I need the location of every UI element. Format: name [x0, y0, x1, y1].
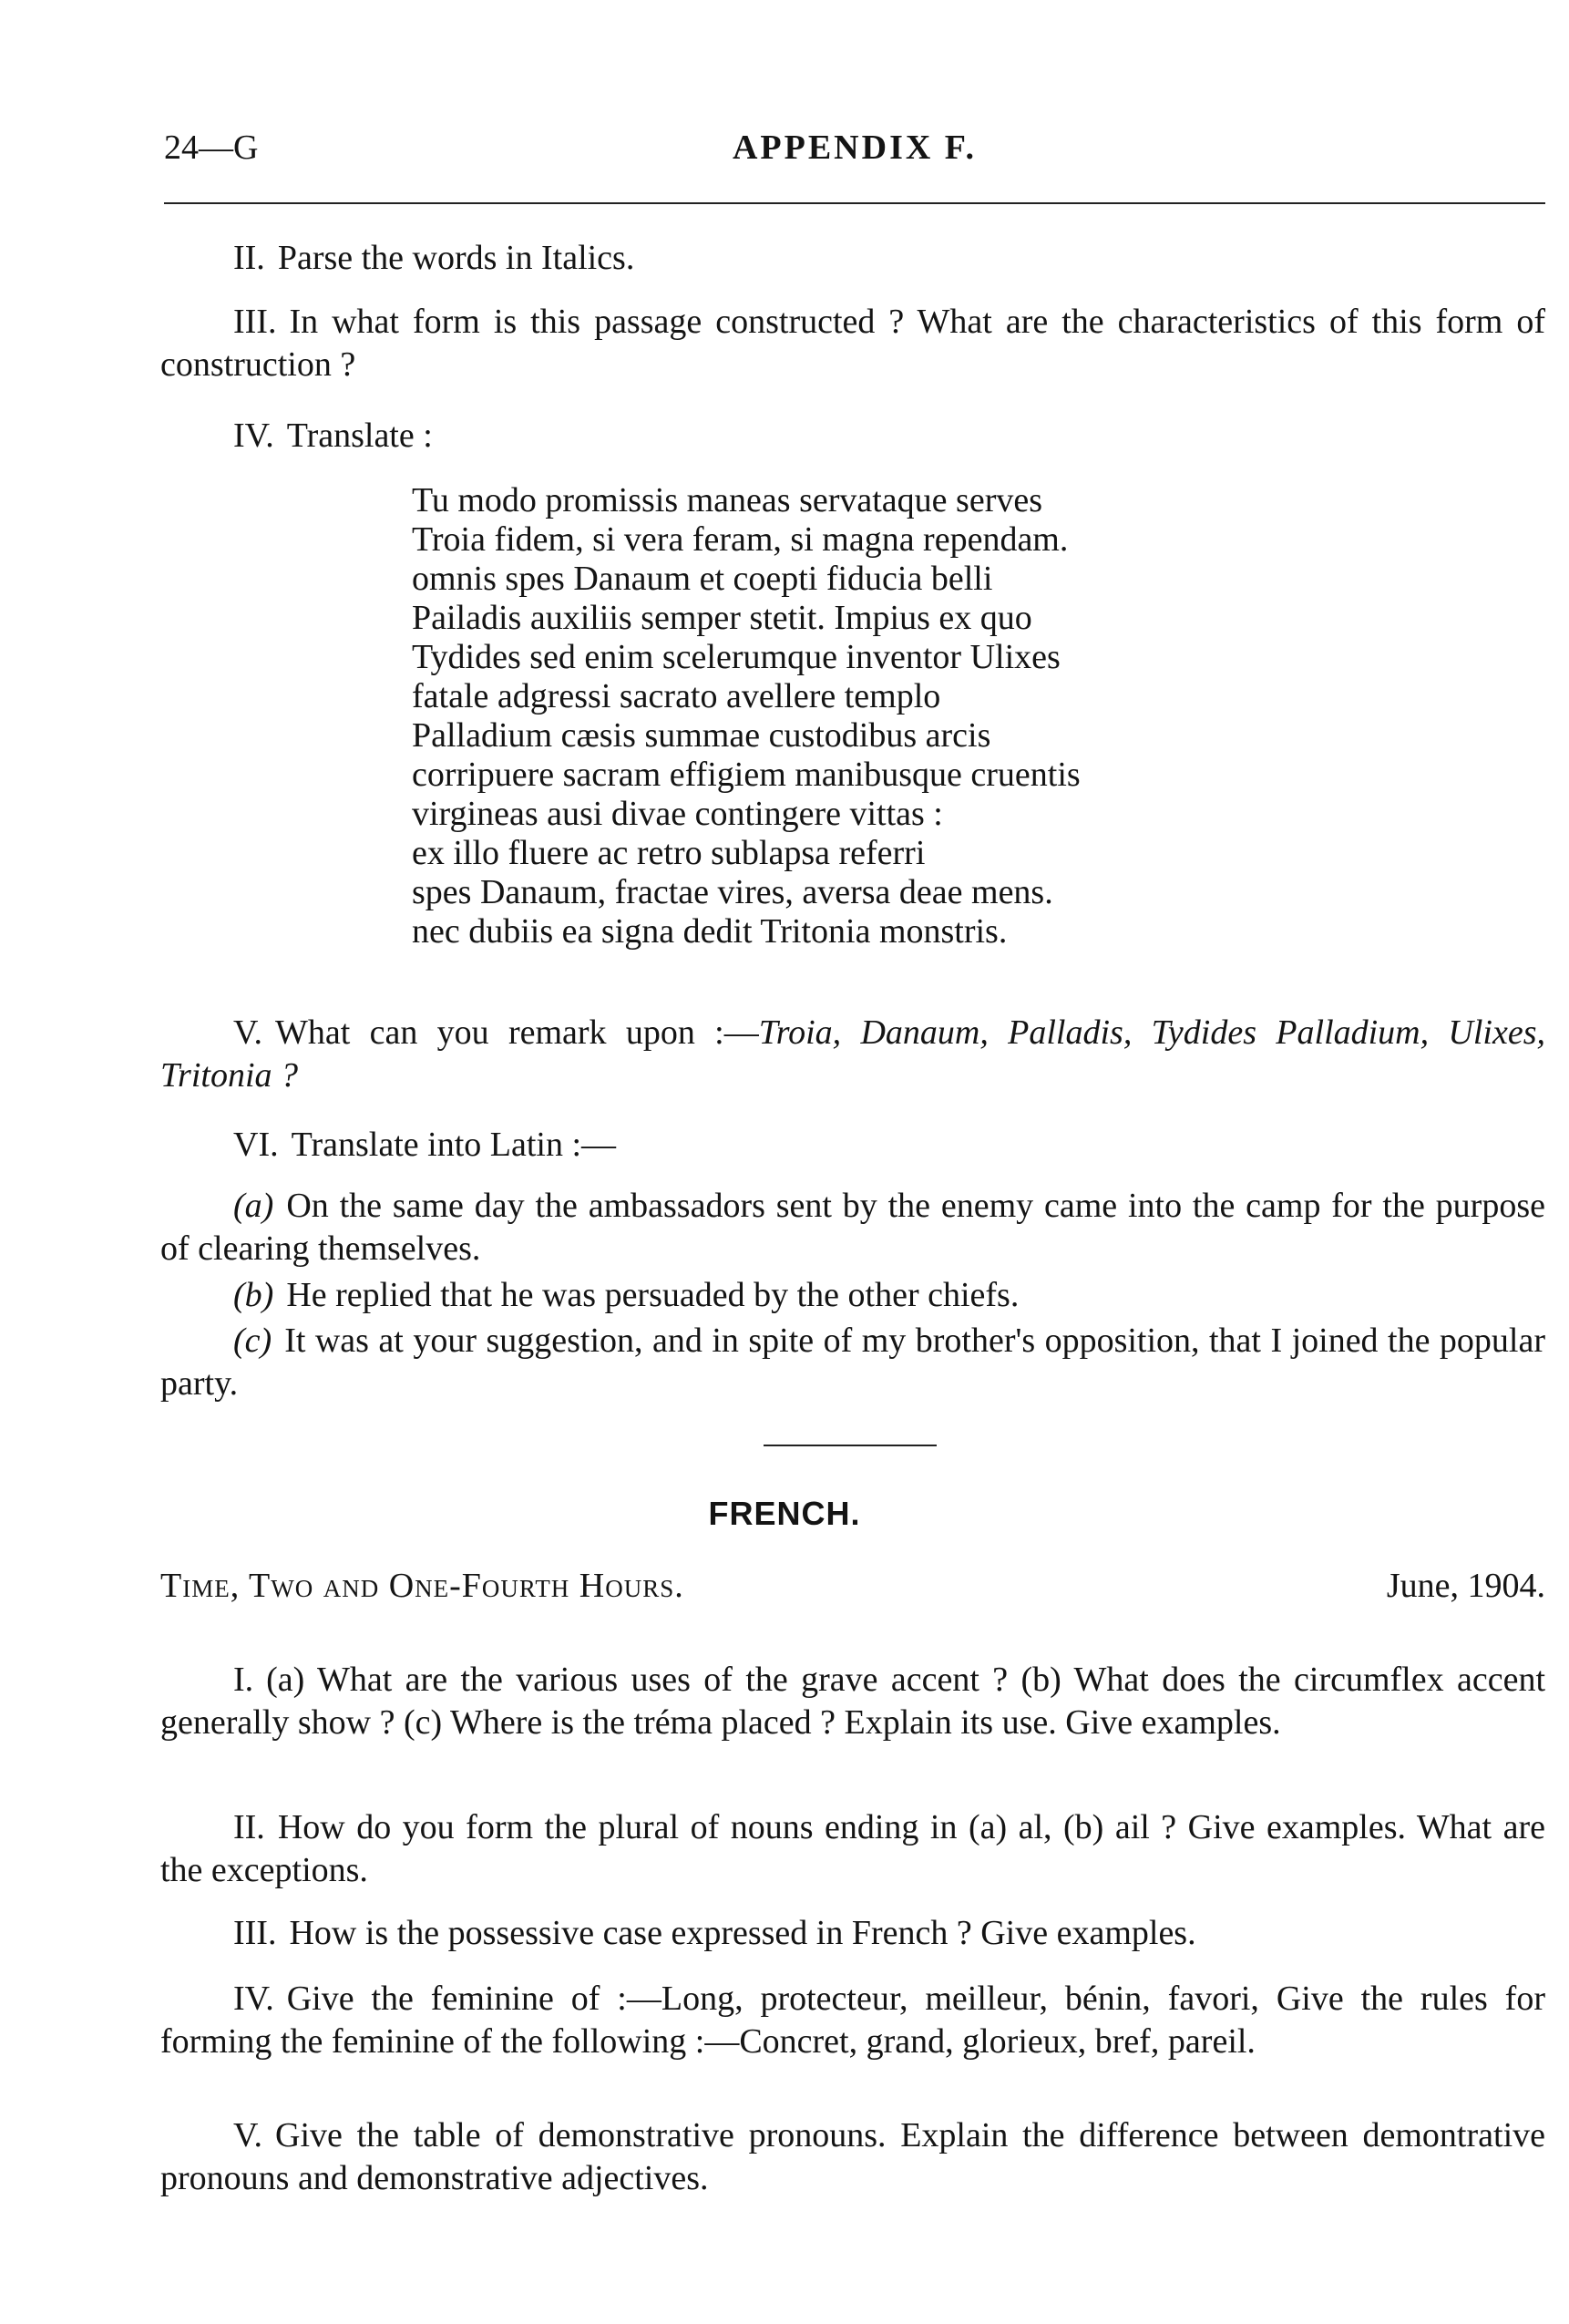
- question-number: V.: [233, 1013, 263, 1052]
- verse-line: omnis spes Danaum et coepti fiducia belli: [412, 560, 993, 598]
- question-number: III.: [233, 303, 277, 341]
- latin-q3: [160, 301, 1545, 386]
- running-head: APPENDIX F.: [732, 129, 978, 167]
- question-text: Translate :: [286, 416, 433, 455]
- french-q4: [160, 1978, 1545, 2063]
- item-label: (a): [233, 1187, 274, 1225]
- page-header: [164, 128, 1545, 182]
- section-divider: [764, 1445, 937, 1446]
- item-text: He replied that he was persuaded by the other chiefs.: [286, 1276, 1020, 1314]
- latin-q6-item-b: [160, 1274, 1545, 1317]
- header-rule: [164, 202, 1545, 204]
- question-number: VI.: [233, 1126, 279, 1164]
- latin-q2: [160, 237, 1545, 280]
- latin-q6-item-c: [160, 1320, 1545, 1405]
- question-text: Give the table of demonstrative pronouns. Explain the difference between demontrative pronouns and demonstrative adjectives.: [160, 2116, 1545, 2197]
- question-text: How do you form the plural of nouns ending in (a) al, (b) ail ? Give examples. What are the exceptions.: [160, 1808, 1545, 1889]
- item-label: (b): [233, 1276, 274, 1314]
- latin-q5: [160, 1012, 1545, 1097]
- question-number: IV.: [233, 1980, 274, 2018]
- verse-line: spes Danaum, fractae vires, aversa deae mens.: [412, 873, 1053, 911]
- latin-verse-passage: [412, 481, 1505, 951]
- question-number: IV.: [233, 416, 274, 455]
- question-text: In what form is this passage constructed ? What are the characteristics of this form of construction ?: [160, 303, 1545, 384]
- question-text: Parse the words in Italics.: [277, 239, 635, 277]
- question-text: How is the possessive case expressed in French ? Give examples.: [289, 1914, 1196, 1952]
- section-title-french: FRENCH.: [708, 1495, 861, 1532]
- french-q1: [160, 1659, 1545, 1744]
- latin-q6-item-a: [160, 1185, 1545, 1270]
- verse-line: Tydides sed enim scelerumque inventor Ulixes: [412, 638, 1061, 676]
- latin-q6: [160, 1124, 1545, 1167]
- verse-line: fatale adgressi sacrato avellere templo: [412, 677, 941, 715]
- question-text: (a) What are the various uses of the grave accent ? (b) What does the circumflex accent generally show ? (c) Where is the tréma placed ? Explain its use. Give examples.: [160, 1661, 1545, 1742]
- question-number: III.: [233, 1914, 277, 1952]
- exam-date: June, 1904.: [1386, 1567, 1545, 1605]
- verse-line: ex illo fluere ac retro sublapsa referri: [412, 834, 926, 872]
- verse-line: Tu modo promissis maneas servataque serves: [412, 481, 1042, 519]
- exam-time-line: [160, 1566, 1545, 1606]
- question-text: Give the feminine of :—Long, protecteur, meilleur, bénin, favori, Give the rules for forming the feminine of the following :—Concret, grand, glorieux, bref, pareil.: [160, 1980, 1545, 2061]
- exam-duration: Time, Two and One-Fourth Hours.: [160, 1567, 684, 1605]
- verse-line: nec dubiis ea signa dedit Tritonia monstris.: [412, 912, 1008, 951]
- french-q5: [160, 2114, 1545, 2200]
- french-q2: [160, 1806, 1545, 1892]
- verse-line: corripuere sacram effigiem manibusque cruentis: [412, 756, 1081, 794]
- verse-line: virgineas ausi divae contingere vittas :: [412, 795, 943, 833]
- question-number: V.: [233, 2116, 263, 2154]
- italic-terms: Troia, Danaum, Palladis, Tydides Palladium, Ulixes, Tritonia ?: [160, 1013, 1545, 1095]
- verse-line: Palladium cæsis summae custodibus arcis: [412, 716, 991, 755]
- question-text: Translate into Latin :—: [291, 1126, 617, 1164]
- french-q3: [160, 1912, 1545, 1955]
- verse-line: Pailadis auxiliis semper stetit. Impius ex quo: [412, 599, 1032, 637]
- item-text: On the same day the ambassadors sent by the enemy came into the camp for the purpose of clearing themselves.: [160, 1187, 1545, 1268]
- question-number: I.: [233, 1661, 254, 1699]
- latin-q4: [160, 415, 1545, 458]
- question-number: II.: [233, 239, 265, 277]
- question-number: II.: [233, 1808, 265, 1846]
- verse-line: Troia fidem, si vera feram, si magna rependam.: [412, 520, 1069, 559]
- item-text: It was at your suggestion, and in spite of my brother's opposition, that I joined the popular party.: [160, 1321, 1545, 1403]
- question-text: What can you remark upon :—: [275, 1013, 759, 1052]
- page-number: 24—G: [164, 129, 259, 167]
- item-label: (c): [233, 1321, 272, 1360]
